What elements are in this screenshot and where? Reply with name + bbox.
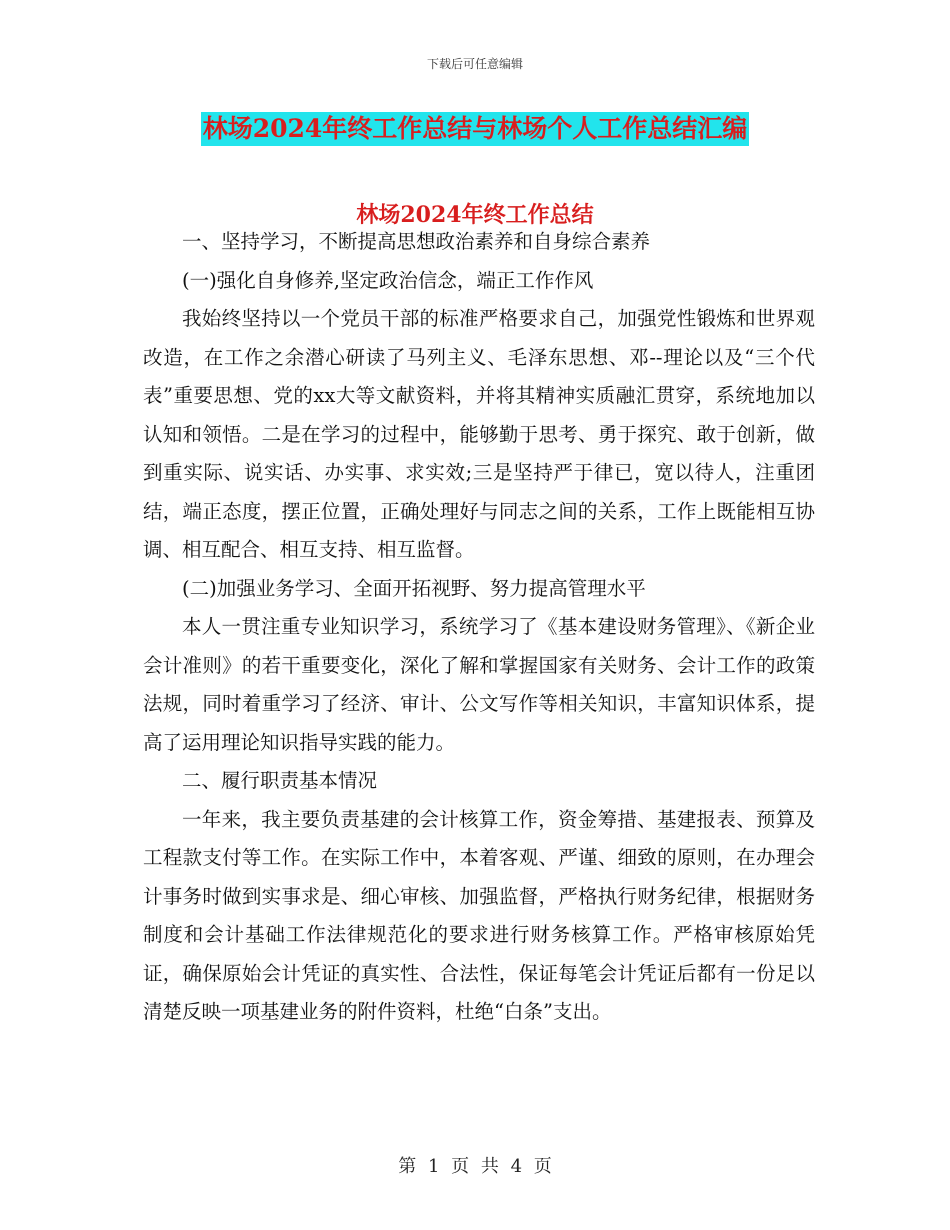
page-number-footer: 第 1 页 共 4 页 [398, 1156, 552, 1177]
paragraph-subheading-1: (一)强化自身修养,坚定政治信念，端正工作作风 [182, 268, 594, 292]
document-body [143, 223, 815, 1032]
section-title: 林场2024年终工作总结 [356, 202, 594, 228]
document-title: 林场2024年终工作总结与林场个人工作总结汇编 [201, 112, 750, 146]
paragraph-body-2: 本人一贯注重专业知识学习，系统学习了《基本建设财务管理》、《新企业会计准则》的若干重要变化，深化了解和掌握国家有关财务、会计工作的政策法规，同时着重学习了经济、审计、公文写作等相关知识，丰富知识体系，提高了运用理论知识指导实践的能力。 [143, 615, 815, 754]
header-note: 下载后可任意编辑 [426, 57, 523, 71]
paragraph-subheading-2: (二)加强业务学习、全面开拓视野、努力提高管理水平 [182, 576, 646, 600]
paragraph-body-1: 我始终坚持以一个党员干部的标准严格要求自己，加强党性锻炼和世界观改造，在工作之余潜心研读了马列主义、毛泽东思想、邓--理论以及“三个代表”重要思想、党的xx大等文献资料，并将其精神实质融汇贯穿，系统地加以认知和领悟。二是在学习的过程中，能够勤于思考、勇于探究、敢于创新，做到重实际、说实话、办实事、求实效;三是坚持严于律已，宽以待人，注重团结，端正态度，摆正位置，正确处理好与同志之间的关系，工作上既能相互协调、相互配合、相互支持、相互监督。 [143, 307, 815, 561]
document-title-container [0, 112, 950, 146]
paragraph-heading-2: 二、履行职责基本情况 [182, 769, 378, 792]
paragraph-heading-1: 一、坚持学习，不断提高思想政治素养和自身综合素养 [182, 230, 651, 253]
paragraph-body-3: 一年来，我主要负责基建的会计核算工作，资金筹措、基建报表、预算及工程款支付等工作。在实际工作中，本着客观、严谨、细致的原则，在办理会计事务时做到实事求是、细心审核、加强监督，严格执行财务纪律，根据财务制度和会计基础工作法律规范化的要求进行财务核算工作。严格审核原始凭证，确保原始会计凭证的真实性、合法性，保证每笔会计凭证后都有一份足以清楚反映一项基建业务的附件资料，杜绝“白条”支出。 [143, 807, 815, 1023]
